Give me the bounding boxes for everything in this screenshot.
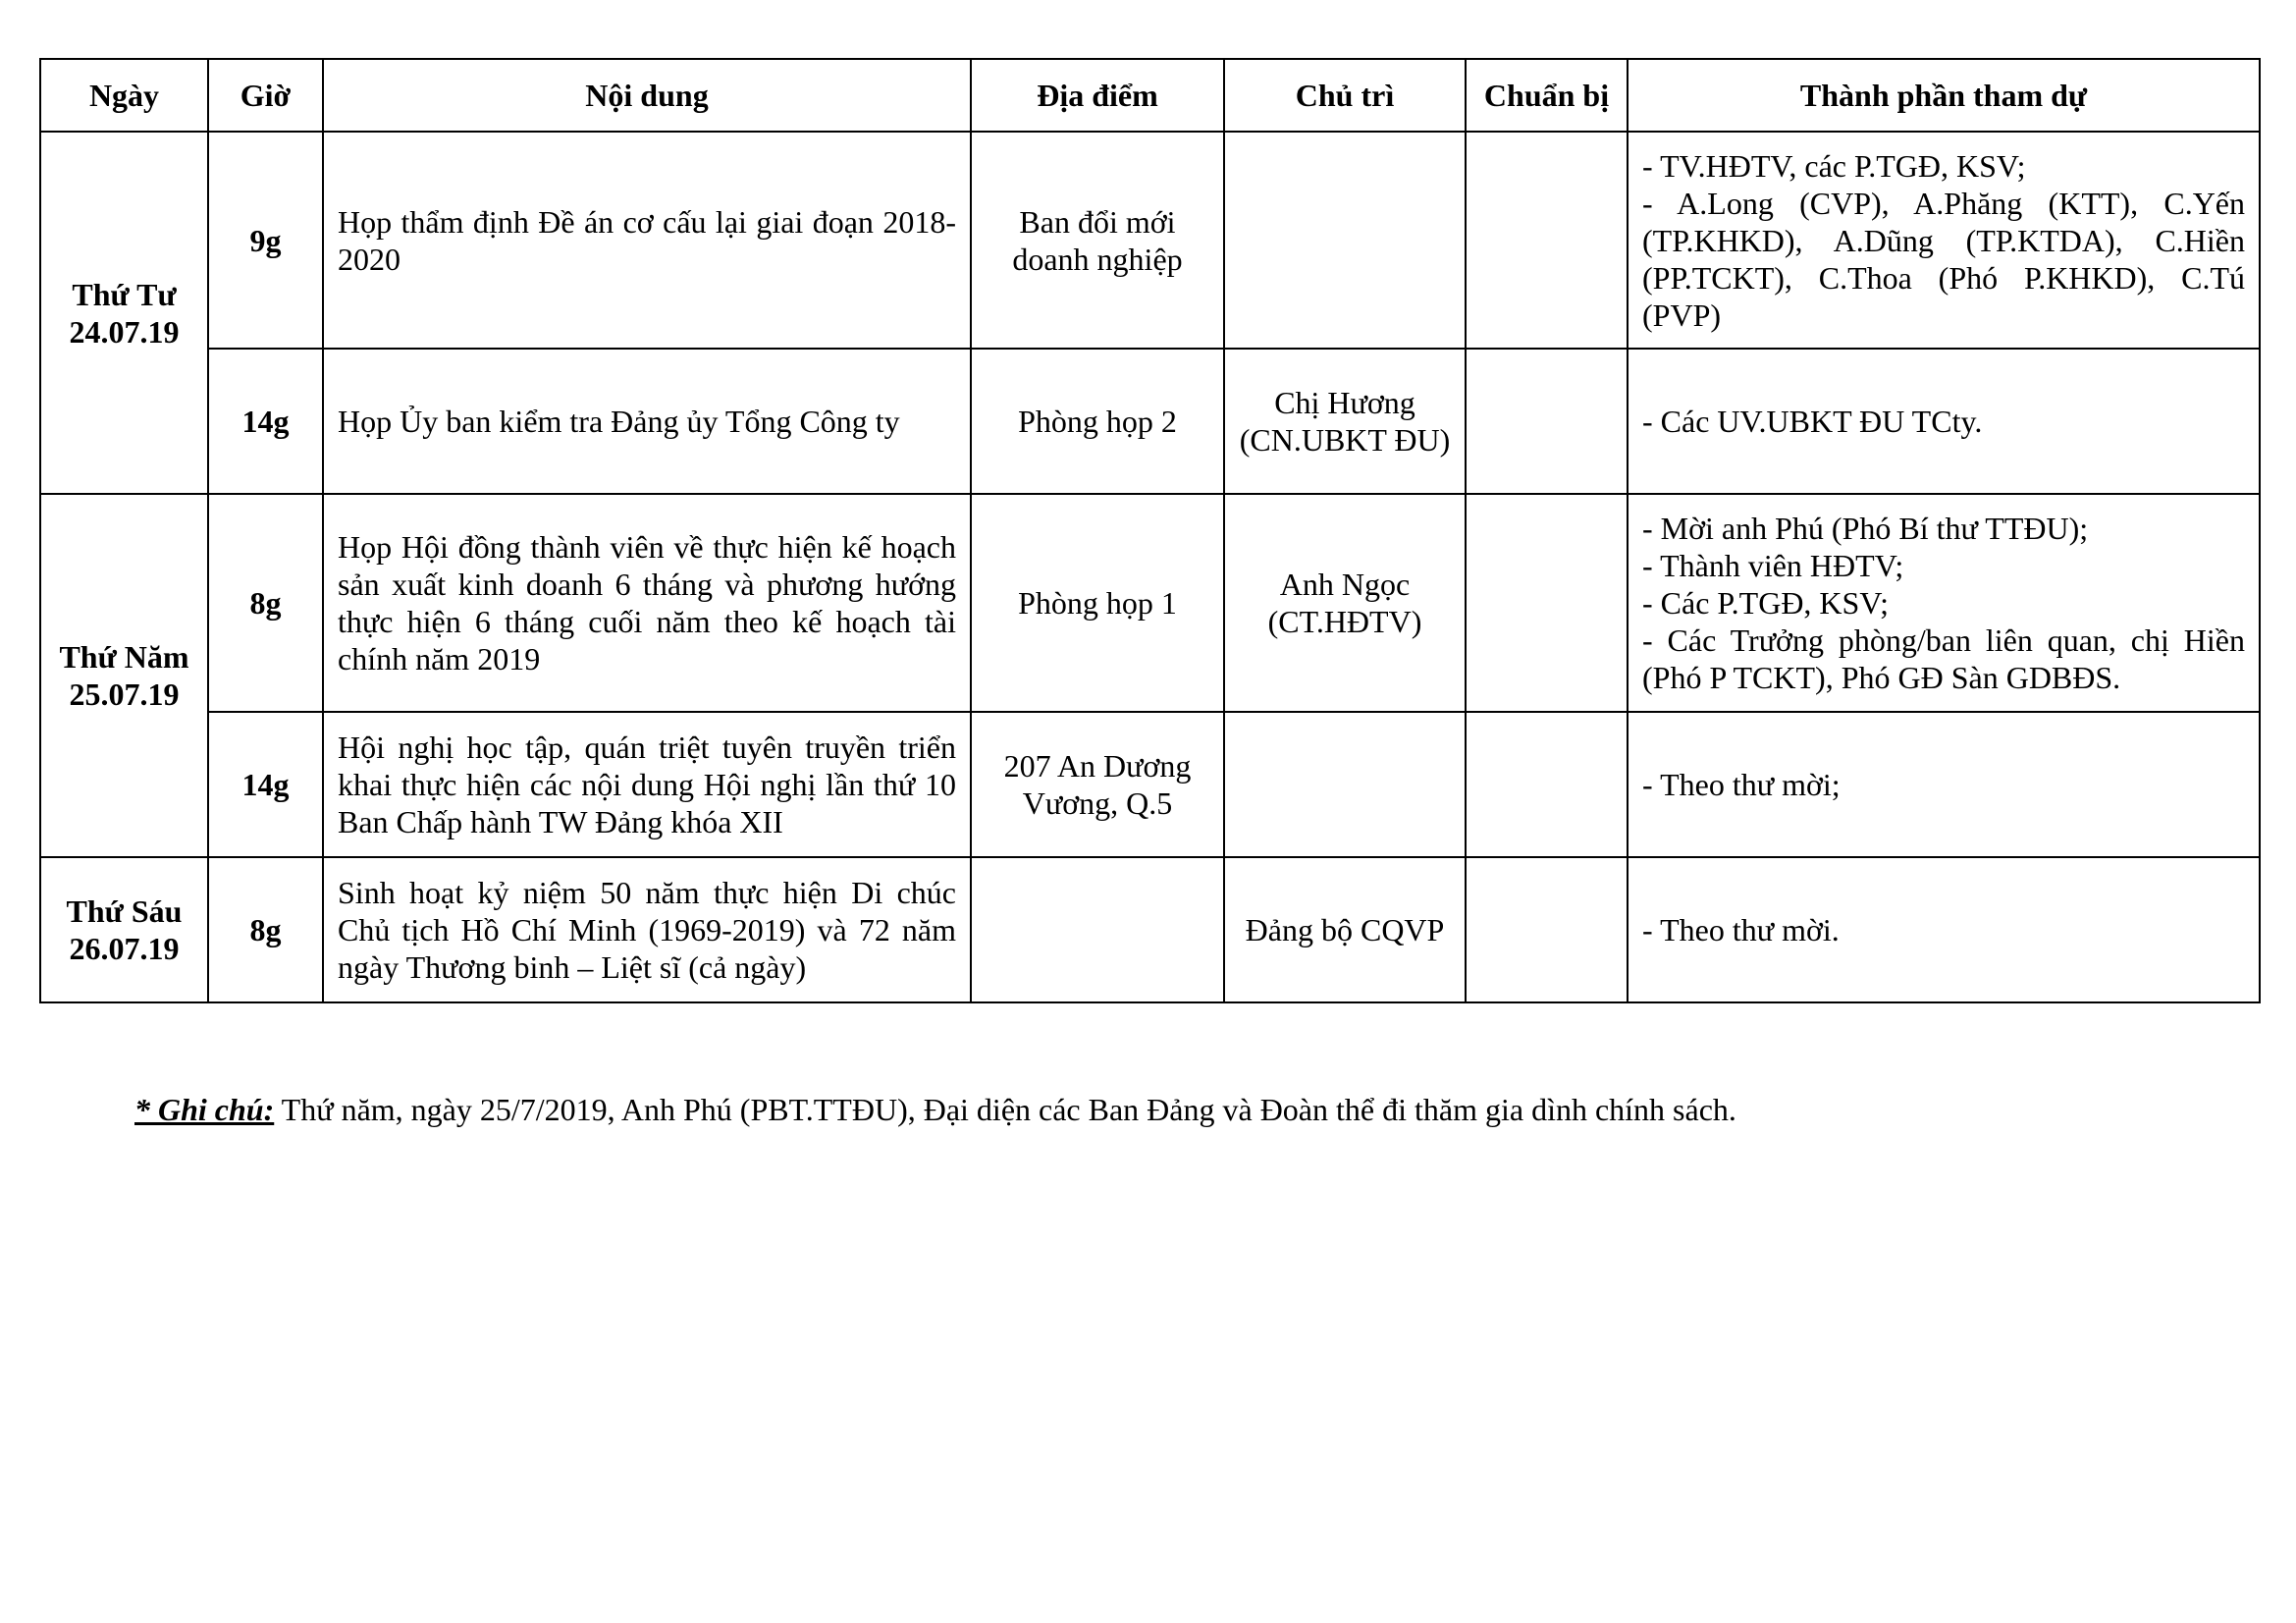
day-cell [40,132,208,494]
footnote-text: Thứ năm, ngày 25/7/2019, Anh Phú (PBT.TTĐU), Đại diện các Ban Đảng và Đoàn thể đi thăm gia dình chính sách. [274,1092,1736,1127]
host-cell: Đảng bộ CQVP [1224,857,1466,1002]
attendee-line: - Theo thư mời. [1642,912,1840,947]
prepare-cell [1466,494,1628,712]
attendee-line: - Thành viên HĐTV; [1642,548,1904,583]
header-location: Địa điểm [971,59,1224,132]
header-row [40,59,2260,132]
attendees-cell [1628,349,2260,494]
time-cell: 14g [208,349,323,494]
prepare-cell [1466,857,1628,1002]
header-host: Chủ trì [1224,59,1466,132]
header-content: Nội dung [323,59,971,132]
location-cell: 207 An Dương Vương, Q.5 [971,712,1224,857]
prepare-cell [1466,712,1628,857]
attendee-line: - Theo thư mời; [1642,767,1841,802]
footnote-label: * Ghi chú: [134,1092,275,1127]
host-cell: Chị Hương (CN.UBKT ĐU) [1224,349,1466,494]
attendee-line: - A.Long (CVP), A.Phăng (KTT), C.Yến (TP.KHKD), A.Dũng (TP.KTDA), C.Hiền (PP.TCKT), C.Thoa (Phó P.KHKD), C.Tú (PVP) [1642,185,2245,333]
content-cell: Họp Hội đồng thành viên về thực hiện kế hoạch sản xuất kinh doanh 6 tháng và phương hướng thực hiện 6 tháng cuối năm theo kế hoạch tài chính năm 2019 [323,494,971,712]
day-date: 26.07.19 [69,931,180,966]
day-name: Thứ Tư [72,276,177,312]
host-cell: Anh Ngọc (CT.HĐTV) [1224,494,1466,712]
host-cell [1224,132,1466,349]
content-cell: Hội nghị học tập, quán triệt tuyên truyền triển khai thực hiện các nội dung Hội nghị lần thứ 10 Ban Chấp hành TW Đảng khóa XII [323,712,971,857]
content-cell: Sinh hoạt kỷ niệm 50 năm thực hiện Di chúc Chủ tịch Hồ Chí Minh (1969-2019) và 72 năm ngày Thương binh – Liệt sĩ (cả ngày) [323,857,971,1002]
content-cell: Họp thẩm định Đề án cơ cấu lại giai đoạn 2018-2020 [323,132,971,349]
day-cell [40,494,208,857]
location-cell [971,857,1224,1002]
day-cell [40,857,208,1002]
attendee-line: - Các P.TGĐ, KSV; [1642,585,1889,621]
location-cell: Phòng họp 2 [971,349,1224,494]
table-row [40,132,2260,349]
table-row [40,349,2260,494]
footnote [134,1090,2245,1129]
prepare-cell [1466,132,1628,349]
attendees-cell [1628,712,2260,857]
header-prepare: Chuẩn bị [1466,59,1628,132]
schedule-table [39,58,2261,1003]
attendees-cell [1628,494,2260,712]
location-cell: Phòng họp 1 [971,494,1224,712]
attendee-line: - TV.HĐTV, các P.TGĐ, KSV; [1642,147,2026,184]
attendees-cell [1628,132,2260,349]
location-cell: Ban đổi mới doanh nghiệp [971,132,1224,349]
day-name: Thứ Năm [59,639,189,675]
time-cell: 8g [208,494,323,712]
header-time: Giờ [208,59,323,132]
content-cell: Họp Ủy ban kiểm tra Đảng ủy Tổng Công ty [323,349,971,494]
attendees-cell [1628,857,2260,1002]
time-cell: 8g [208,857,323,1002]
header-day: Ngày [40,59,208,132]
attendee-line: - Mời anh Phú (Phó Bí thư TTĐU); [1642,511,2089,546]
header-attendees: Thành phần tham dự [1628,59,2260,132]
table-row [40,857,2260,1002]
time-cell: 9g [208,132,323,349]
attendee-line: - Các Trưởng phòng/ban liên quan, chị Hiền (Phó P TCKT), Phó GĐ Sàn GDBĐS. [1642,622,2245,695]
table-row [40,712,2260,857]
attendee-line: - Các UV.UBKT ĐU TCty. [1642,404,1983,439]
day-date: 24.07.19 [69,313,180,350]
time-cell: 14g [208,712,323,857]
host-cell [1224,712,1466,857]
day-date: 25.07.19 [69,676,180,712]
prepare-cell [1466,349,1628,494]
table-row [40,494,2260,712]
day-name: Thứ Sáu [66,893,183,929]
